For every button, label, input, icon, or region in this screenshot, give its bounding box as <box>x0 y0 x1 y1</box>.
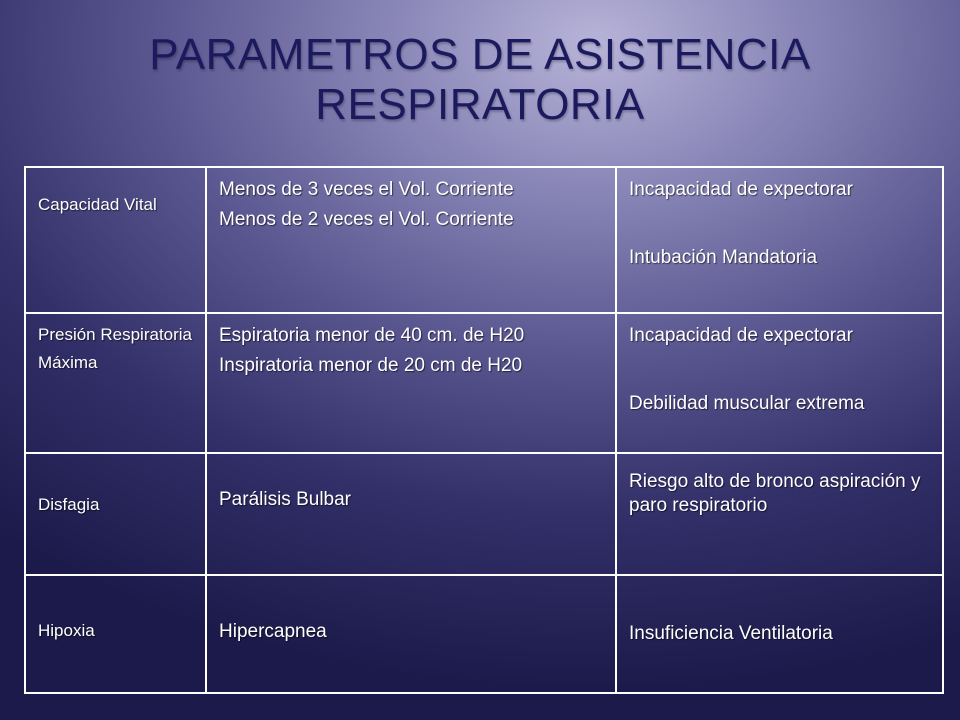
parameter-text: Hipoxia <box>38 621 95 640</box>
consequence-cell <box>616 313 943 453</box>
table-row <box>25 575 943 693</box>
consequence-text: Insuficiencia Ventilatoria <box>629 623 833 644</box>
consequence-text: Incapacidad de expectorar <box>629 325 853 346</box>
criteria-cell <box>206 313 616 453</box>
criteria-text: Parálisis Bulbar <box>219 489 351 510</box>
parameters-table <box>24 166 944 694</box>
criteria-cell <box>206 167 616 313</box>
slide-title <box>48 30 912 130</box>
table-row <box>25 313 943 453</box>
consequence-cell <box>616 167 943 313</box>
slide-title-line-2: RESPIRATORIA <box>315 80 645 129</box>
consequence-text: Riesgo alto de bronco aspiración y paro respiratorio <box>629 471 921 516</box>
parameter-text: Presión Respiratoria <box>38 325 193 344</box>
parameter-text: Disfagia <box>38 495 100 514</box>
parameter-cell <box>25 453 206 575</box>
table-row <box>25 453 943 575</box>
criteria-cell <box>206 575 616 693</box>
criteria-text: Menos de 2 veces el Vol. Corriente <box>219 209 514 230</box>
consequence-cell <box>616 575 943 693</box>
parameter-cell <box>25 575 206 693</box>
consequence-cell <box>616 453 943 575</box>
consequence-text: Intubación Mandatoria <box>629 247 818 268</box>
table-row <box>25 167 943 313</box>
consequence-text: Debilidad muscular extrema <box>629 393 865 414</box>
criteria-cell <box>206 453 616 575</box>
parameter-cell <box>25 167 206 313</box>
slide-title-line-1: PARAMETROS DE ASISTENCIA <box>149 30 811 79</box>
parameter-cell <box>25 313 206 453</box>
parameter-text: Capacidad Vital <box>38 195 157 214</box>
criteria-text: Inspiratoria menor de 20 cm de H20 <box>219 355 523 376</box>
parameter-text: Máxima <box>38 353 98 372</box>
criteria-text: Menos de 3 veces el Vol. Corriente <box>219 179 514 200</box>
criteria-text: Espiratoria menor de 40 cm. de H20 <box>219 325 525 346</box>
consequence-text: Incapacidad de expectorar <box>629 179 853 200</box>
criteria-text: Hipercapnea <box>219 621 327 642</box>
